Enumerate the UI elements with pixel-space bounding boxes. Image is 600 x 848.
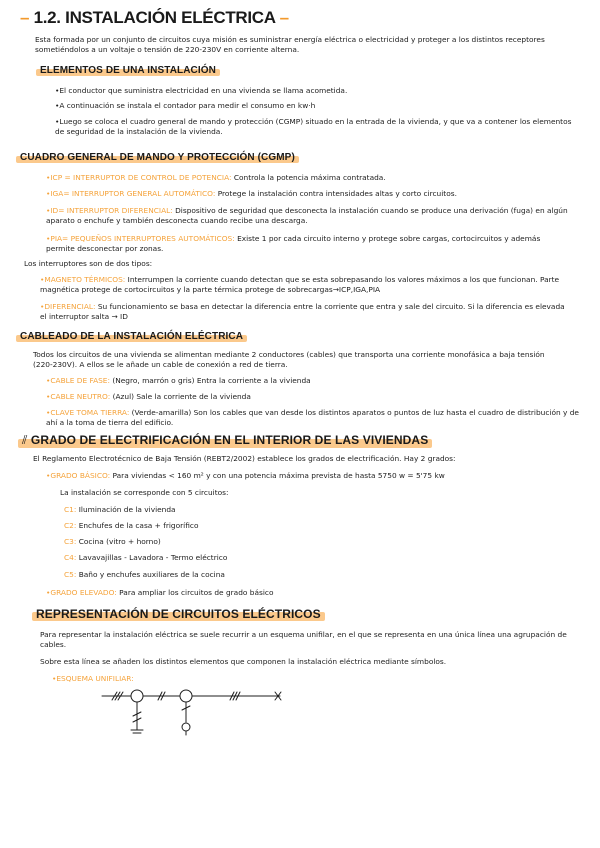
circuit-item: C3: Cocina (vitro + horno) <box>64 537 161 546</box>
circuits-intro: La instalación se corresponde con 5 circuitos: <box>60 488 229 497</box>
cableado-intro: Todos los circuitos de una vivienda se alimentan mediante 2 conductores (cables) que transporta una corriente monofásica a baja tensión (220-230V). A ellos se le añade un cable de conexión a red de tierra. <box>33 350 545 369</box>
circuit-item: C1: Iluminación de la vivienda <box>64 505 176 514</box>
list-item: •A continuación se instala el contador para medir el consumo en kw·h <box>55 101 316 110</box>
representacion-p2: Sobre esta línea se añaden los distintos elementos que componen la instalación eléctrica mediante símbolos. <box>40 657 447 666</box>
section-heading-elementos: ELEMENTOS DE UNA INSTALACIÓN <box>36 65 220 76</box>
page-title: – 1.2. INSTALACIÓN ELÉCTRICA – <box>20 8 289 27</box>
list-item: •CABLE NEUTRO: (Azul) Sale la corriente de la vivienda <box>46 392 251 401</box>
unifilar-diagram <box>100 682 290 742</box>
grado-basico: •GRADO BÁSICO: Para viviendas < 160 m² y con una potencia máxima prevista de hasta 5750 w = 5'75 kw <box>46 471 445 480</box>
types-intro: Los interruptores son de dos tipos: <box>24 259 153 268</box>
grado-intro: El Reglamento Electrotécnico de Baja Tensión (REBT2/2002) establece los grados de electrificación. Hay 2 grados: <box>33 454 456 463</box>
circuit-item: C4: Lavavajillas - Lavadora - Termo eléctrico <box>64 553 228 562</box>
hash-mark-icon: ⫽ <box>22 433 28 447</box>
circuit-item: C2: Enchufes de la casa + frigorífico <box>64 521 199 530</box>
list-item: •IGA= INTERRUPTOR GENERAL AUTOMÁTICO: Protege la instalación contra intensidades altas y corto circuitos. <box>46 189 457 198</box>
grado-elevado: •GRADO ELEVADO: Para ampliar los circuitos de grado básico <box>46 588 274 597</box>
esquema-unifilar-label: •ESQUEMA UNIFILIAR: <box>52 674 134 683</box>
section-heading-representacion: REPRESENTACIÓN DE CIRCUITOS ELÉCTRICOS <box>32 607 325 621</box>
section-heading-cgmp: CUADRO GENERAL DE MANDO Y PROTECCIÓN (CGMP) <box>16 152 299 163</box>
representacion-p1: Para representar la instalación eléctrica se suele recurrir a un esquema unifilar, en el que se representa en una única línea una agrupación de cables. <box>40 630 567 649</box>
intro-paragraph: Esta formada por un conjunto de circuitos cuya misión es suministrar energía eléctrica o electricidad y proteger a los distintos receptores sometiéndolos a un voltaje o tensión de 220-230V en corriente alterna. <box>35 35 545 54</box>
circuit-item: C5: Baño y enchufes auxiliares de la cocina <box>64 570 225 579</box>
list-item: •CABLE DE FASE: (Negro, marrón o gris) Entra la corriente a la vivienda <box>46 376 311 385</box>
list-item: •ICP = INTERRUPTOR DE CONTROL DE POTENCIA: Controla la potencia máxima contratada. <box>46 173 386 182</box>
list-item: •PIA= PEQUEÑOS INTERRUPTORES AUTOMÁTICOS: Existe 1 por cada circuito interno y protege sobre cargas, cortocircuitos y además permite desconectar por zonas. <box>46 234 541 253</box>
list-item: •Luego se coloca el cuadro general de mando y protección (CGMP) situado en la entrada de la vivienda, y que va a contener los elementos de seguridad de la instalación de la vivienda. <box>55 117 572 136</box>
section-heading-grado: ⫽ GRADO DE ELECTRIFICACIÓN EN EL INTERIOR DE LAS VIVIENDAS <box>18 433 432 448</box>
list-item: •El conductor que suministra electricidad en una vivienda se llama acometida. <box>55 86 348 95</box>
list-item: •ID= INTERRUPTOR DIFERENCIAL: Dispositivo de seguridad que desconecta la instalación cuando se produce una derivación (fuga) en algún aparato o enchufe y también desconecta cuando recibe una descarga. <box>46 206 568 225</box>
list-item: •DIFERENCIAL: Su funcionamiento se basa en detectar la diferencia entre la corriente que entra y sale del circuito. Si la diferencia es elevada el interruptor salta → ID <box>40 302 565 321</box>
list-item: •CLAVE TOMA TIERRA: (Verde-amarilla) Son los cables que van desde los distintos aparatos o puntos de luz hasta el cuadro de distribución y de ahí a la toma de tierra del edificio. <box>46 408 579 427</box>
list-item: •MAGNETO TÉRMICOS: Interrumpen la corriente cuando detectan que se esta sobrepasando los valores máximos a los que funcionan. Parte magnética protege de cortocircuitos y la parte térmica protege de sobrecargas→ICP,IGA,PIA <box>40 275 560 294</box>
section-heading-cableado: CABLEADO DE LA INSTALACIÓN ELÉCTRICA <box>16 331 247 342</box>
